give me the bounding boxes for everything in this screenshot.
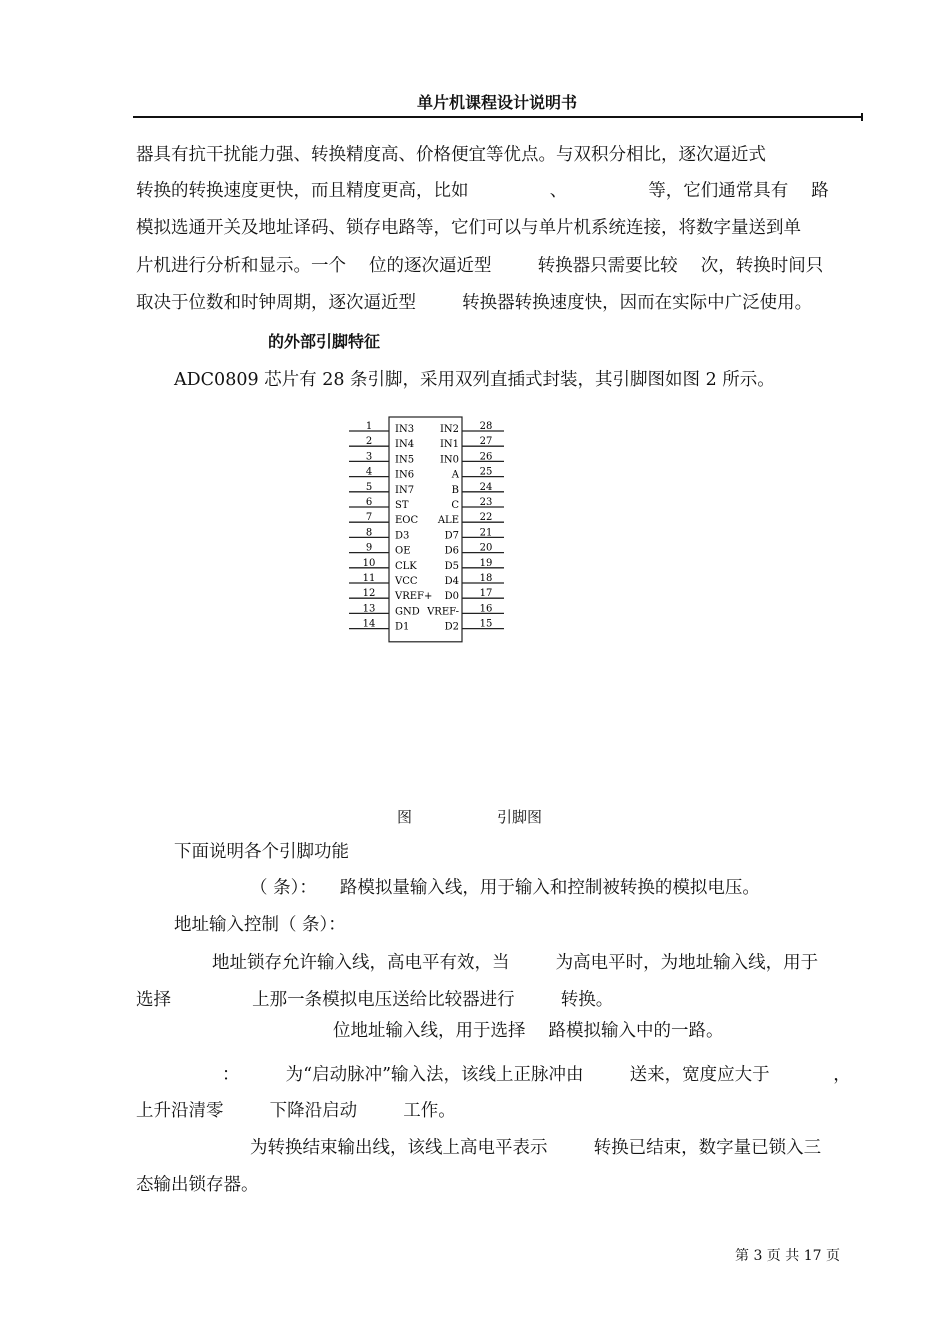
paragraph-line: 模拟选通开关及地址译码、锁存电路等，它们可以与单片机系统连接，将数字量送到单 <box>136 218 801 238</box>
pin-label: C <box>451 500 459 511</box>
pin-number: 28 <box>479 421 493 432</box>
figure-caption-text: 引脚图 <box>497 808 543 826</box>
pin-number: 23 <box>479 497 493 508</box>
pin-number: 11 <box>362 573 376 584</box>
paragraph-line: （ 条）： 路模拟量输入线，用于输入和控制被转换的模拟电压。 <box>250 878 760 898</box>
pin-number: 27 <box>479 436 493 448</box>
header-rule-tick <box>861 113 863 121</box>
paragraph-line: 下面说明各个引脚功能 <box>174 842 349 862</box>
pin-label: IN4 <box>395 439 415 451</box>
pin-number: 8 <box>365 527 373 539</box>
pin-number: 12 <box>362 588 376 600</box>
pin-number: 6 <box>365 497 373 508</box>
pin-label: B <box>451 484 459 496</box>
page-footer: 第 3 页 共 17 页 <box>735 1248 840 1264</box>
pin-number: 7 <box>365 512 373 524</box>
paragraph-line: 上升沿清零 下降沿启动 工作。 <box>136 1101 456 1121</box>
pin-label: D3 <box>395 530 410 542</box>
paragraph-line: 地址输入控制（ 条）： <box>174 915 346 935</box>
pin-number: 2 <box>365 436 373 448</box>
page-header-title: 单片机课程设计说明书 <box>416 93 577 112</box>
pin-number: 18 <box>479 573 493 584</box>
pin-number: 3 <box>365 451 373 463</box>
pin-number: 4 <box>365 466 373 478</box>
pin-label: D0 <box>444 591 459 603</box>
figure-caption-prefix: 图 <box>397 808 413 826</box>
paragraph-line: ADC0809 芯片有 28 条引脚，采用双列直插式封装，其引脚图如图 2 所示。 <box>174 370 775 390</box>
pin-number: 19 <box>479 557 493 569</box>
pin-label: D2 <box>444 621 459 633</box>
paragraph-line: 片机进行分析和显示。一个 位的逐次逼近型 转换器只需要比较 次，转换时间只 <box>136 256 824 276</box>
pin-number: 9 <box>365 542 373 554</box>
pin-number: 10 <box>362 557 376 569</box>
paragraph-line: 位地址输入线，用于选择 路模拟输入中的一路。 <box>333 1021 724 1041</box>
pin-number: 5 <box>365 481 373 493</box>
pin-number: 25 <box>479 466 493 478</box>
paragraph-line: 器具有抗干扰能力强、转换精度高、价格便宜等优点。与双积分相比，逐次逼近式 <box>136 145 766 165</box>
pin-number: 15 <box>479 618 493 630</box>
adc0809-pinout-diagram <box>345 415 515 645</box>
pin-label: OE <box>395 545 411 557</box>
pin-label: CLK <box>395 560 417 572</box>
paragraph-line: 态输出锁存器。 <box>136 1175 259 1195</box>
pin-label: VREF+ <box>395 591 433 603</box>
pin-number: 13 <box>362 603 376 615</box>
pin-label: VCC <box>395 576 418 587</box>
pin-number: 20 <box>479 542 493 554</box>
pin-label: D4 <box>444 576 459 587</box>
paragraph-line: ： 为“启动脉冲”输入法，该线上正脉冲由 送来，宽度应大于 ， <box>222 1065 851 1085</box>
paragraph-line: 地址锁存允许输入线，高电平有效，当 为高电平时，为地址输入线，用于 <box>212 953 819 973</box>
pin-number: 21 <box>479 527 493 539</box>
section-heading: 的外部引脚特征 <box>268 332 381 351</box>
pin-label: IN7 <box>395 484 415 496</box>
paragraph-line: 为转换结束输出线，该线上高电平表示 转换已结束，数字量已锁入三 <box>250 1138 822 1158</box>
pin-label: IN6 <box>395 469 415 481</box>
pin-label: D5 <box>444 560 459 572</box>
pin-label: EOC <box>395 515 419 527</box>
pin-number: 26 <box>479 451 493 463</box>
pin-label: ALE <box>437 515 459 527</box>
pin-number: 14 <box>362 618 376 630</box>
pin-label: IN1 <box>439 439 459 451</box>
pin-label: A <box>451 469 459 481</box>
pin-label: D1 <box>395 621 410 633</box>
pin-label: GND <box>395 606 420 618</box>
pin-number: 22 <box>479 512 493 524</box>
pin-label: VREF- <box>427 606 459 618</box>
pin-number: 16 <box>479 603 493 615</box>
pin-label: IN2 <box>439 424 459 435</box>
pin-number: 17 <box>479 588 493 600</box>
pin-label: D7 <box>444 530 459 542</box>
pin-number: 24 <box>479 481 493 493</box>
pin-label: D6 <box>444 545 459 557</box>
pin-label: IN0 <box>439 454 459 466</box>
pin-label: IN3 <box>395 424 415 435</box>
pin-label: ST <box>395 500 409 511</box>
pin-label: IN5 <box>395 454 415 466</box>
header-rule <box>133 116 863 118</box>
paragraph-line: 转换的转换速度更快，而且精度更高，比如 、 等，它们通常具有 路 <box>136 181 829 201</box>
paragraph-line: 取决于位数和时钟周期，逐次逼近型 转换器转换速度快，因而在实际中广泛使用。 <box>136 293 813 313</box>
paragraph-line: 选择 上那一条模拟电压送给比较器进行 转换。 <box>136 990 614 1010</box>
pin-number: 1 <box>365 421 373 432</box>
